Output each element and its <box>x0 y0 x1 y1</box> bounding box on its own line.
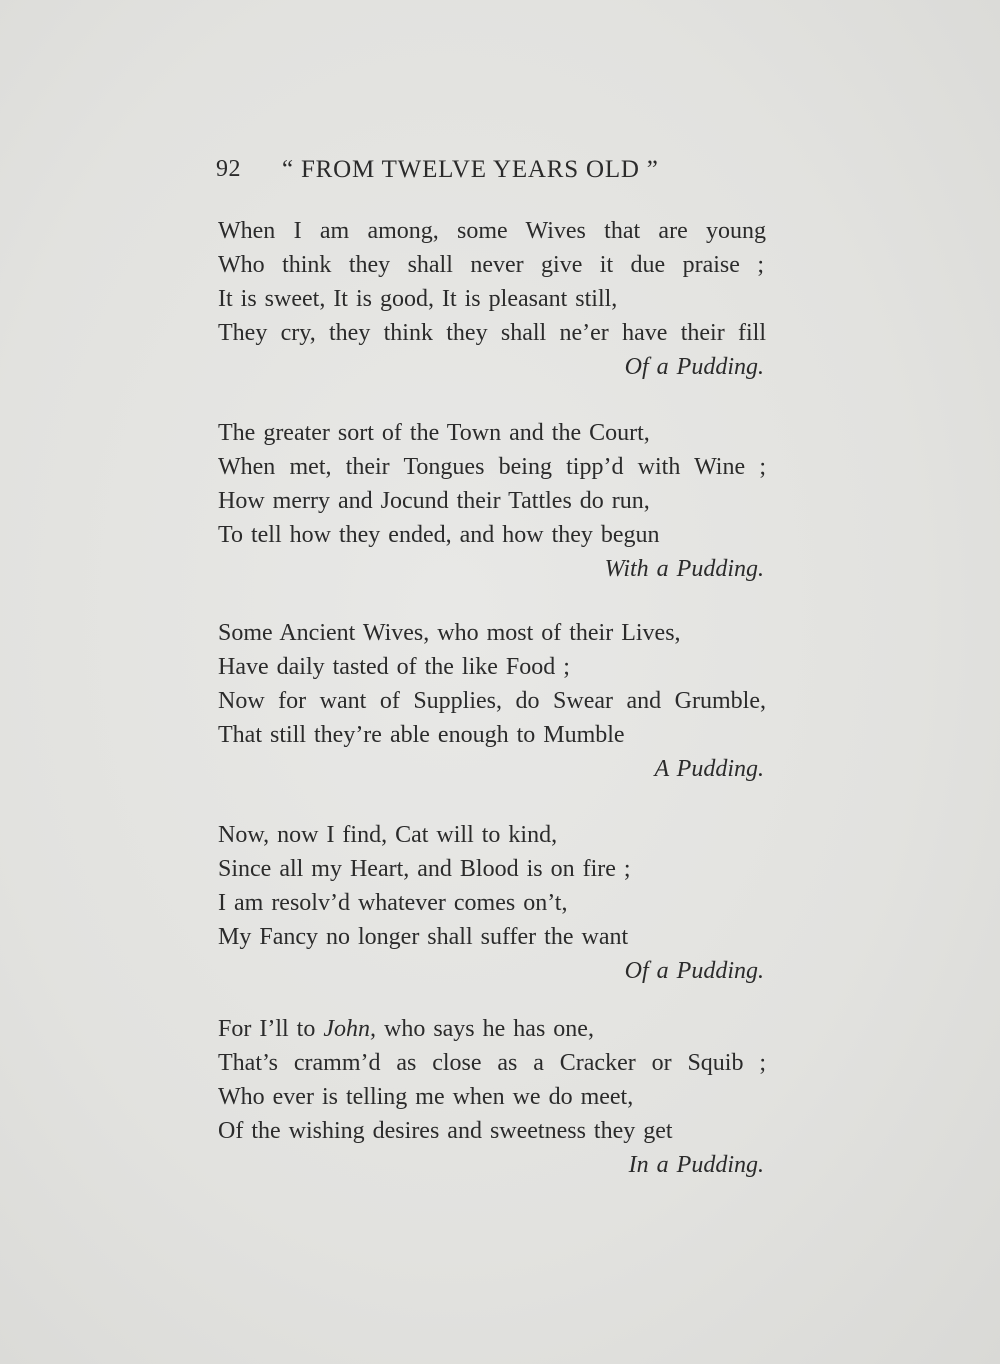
verse-line: Have daily tasted of the like Food ; <box>218 654 570 680</box>
refrain-line: With a Pudding. <box>604 556 764 582</box>
verse-line: When I am among, some Wives that are young <box>218 218 766 244</box>
refrain-line: Of a Pudding. <box>624 958 764 984</box>
verse-line: Now, now I find, Cat will to kind, <box>218 822 558 848</box>
verse-line: When met, their Tongues being tipp’d with Wine ; <box>218 454 766 480</box>
stanza-1 <box>218 214 766 384</box>
verse-line: That’s cramm’d as close as a Cracker or Squib ; <box>218 1050 766 1076</box>
verse-line: I am resolv’d whatever comes on’t, <box>218 890 568 916</box>
verse-line: Who ever is telling me when we do meet, <box>218 1084 634 1110</box>
verse-line: It is sweet, It is good, It is pleasant still, <box>218 286 618 312</box>
refrain-line: Of a Pudding. <box>624 354 764 380</box>
verse-line: Of the wishing desires and sweetness they get <box>218 1118 673 1144</box>
stanza-2 <box>218 416 766 586</box>
stanza-3 <box>218 616 766 786</box>
verse-line: Who think they shall never give it due praise ; <box>218 252 764 278</box>
verse-line: Since all my Heart, and Blood is on fire ; <box>218 856 631 882</box>
verse-line-end: who says he has one, <box>375 1016 594 1042</box>
verse-line <box>218 1012 766 1046</box>
stanza-4 <box>218 818 766 988</box>
verse-line: How merry and Jocund their Tattles do run, <box>218 488 650 514</box>
verse-line: Some Ancient Wives, who most of their Lives, <box>218 620 681 646</box>
running-title: “ FROM TWELVE YEARS OLD ” <box>282 156 659 183</box>
page-number: 92 <box>216 156 241 182</box>
stanza-5 <box>218 1012 766 1182</box>
refrain-line: In a Pudding. <box>628 1152 764 1178</box>
verse-line: The greater sort of the Town and the Court, <box>218 420 650 446</box>
page-header <box>216 152 776 192</box>
verse-line: Now for want of Supplies, do Swear and Grumble, <box>218 688 766 714</box>
verse-line: To tell how they ended, and how they begun <box>218 522 660 548</box>
verse-line: That still they’re able enough to Mumble <box>218 722 625 748</box>
verse-line-start: For I’ll to <box>218 1016 324 1042</box>
refrain-line: A Pudding. <box>654 756 764 782</box>
verse-line: They cry, they think they shall ne’er have their fill <box>218 320 766 346</box>
name-john: John, <box>323 1016 376 1042</box>
verse-line: My Fancy no longer shall suffer the want <box>218 924 629 950</box>
